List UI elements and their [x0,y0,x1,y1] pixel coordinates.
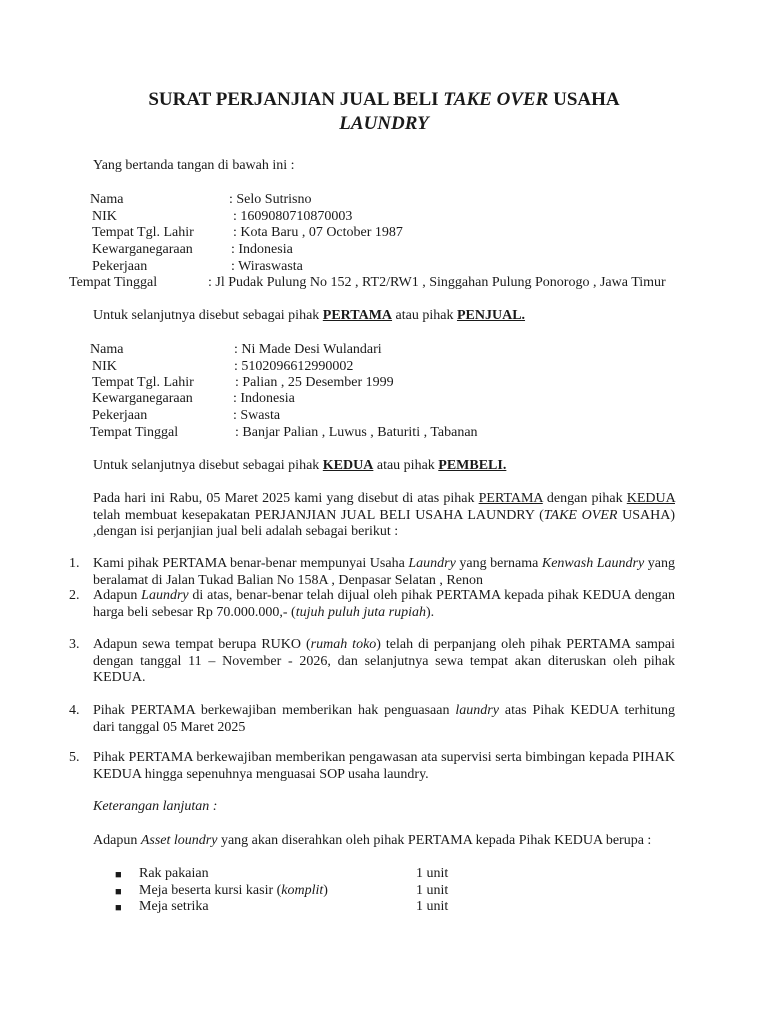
bullet-icon: ■ [115,886,122,898]
document-title [0,88,768,111]
list-item: Adapun sewa tempat berupa RUKO (rumah toko) telah di perpanjang oleh pihak PERTAMA sampai dengan tanggal 11 – November - 2026, dan selanjutnya sewa tempat akan diteruskan oleh pihak KEDUA. [93,637,675,685]
bullet-icon: ■ [115,902,122,914]
list-number: 1. [69,556,80,571]
field-label: Nama [90,342,124,357]
field-value: : 5102096612990002 [234,359,354,374]
asset-name: Meja beserta kursi kasir (komplit) [139,883,328,898]
ref-kedua: KEDUA [626,491,675,506]
asset-qty: 1 unit [416,899,449,914]
asset-name: Rak pakaian [139,866,209,881]
title-text-laundry: LAUNDRY [339,113,429,134]
field-label: Tempat Tinggal [69,275,158,290]
field-label: Pekerjaan [92,408,148,423]
party-penjual: PENJUAL. [456,308,526,323]
document-title-line2 [0,112,768,135]
field-label: NIK [92,359,117,374]
field-label: Kewarganegaraan [92,391,193,406]
field-value: : Kota Baru , 07 October 1987 [233,225,403,240]
pihak-kedua-designation: Untuk selanjutnya disebut sebagai pihak KEDUA atau pihak PEMBELI. [93,458,507,473]
field-label: Nama [90,192,124,207]
field-value: : Ni Made Desi Wulandari [234,342,382,357]
field-label: Tempat Tgl. Lahir [92,375,194,390]
list-number: 4. [69,703,80,718]
ref-pertama: PERTAMA [478,491,543,506]
party-pembeli: PEMBELI. [438,458,507,473]
intro-text: Yang bertanda tangan di bawah ini : [93,158,295,173]
list-item: Pihak PERTAMA berkewajiban memberikan hak penguasaan laundry atas Pihak KEDUA terhitung dari tanggal 05 Maret 2025 [93,703,675,735]
field-value: : Palian , 25 Desember 1999 [235,375,394,390]
title-text-1: SURAT PERJANJIAN JUAL BELI [148,89,444,110]
list-number: 2. [69,588,80,603]
field-value: : Wiraswasta [231,259,303,274]
bullet-icon: ■ [115,869,122,881]
field-label: Tempat Tinggal [90,425,179,440]
pihak-pertama-designation: Untuk selanjutnya disebut sebagai pihak PERTAMA atau pihak PENJUAL. [93,308,526,323]
list-item: Adapun Laundry di atas, benar-benar telah dijual oleh pihak PERTAMA kepada pihak KEDUA dengan harga beli sebesar Rp 70.000.000,- (tujuh puluh juta rupiah). [93,588,676,620]
field-label: NIK [92,209,117,224]
keterangan-heading: Keterangan lanjutan : [93,799,218,814]
field-label: Tempat Tgl. Lahir [92,225,194,240]
asset-qty: 1 unit [416,883,449,898]
list-item: Pihak PERTAMA berkewajiban memberikan pengawasan ata supervisi serta bimbingan kepada PIHAK KEDUA hingga sepenuhnya menguasai SOP usaha laundry. [93,750,675,782]
asset-qty: 1 unit [416,866,449,881]
agreement-paragraph: Pada hari ini Rabu, 05 Maret 2025 kami yang disebut di atas pihak PERTAMA dengan pihak KEDUA telah membuat kesepakatan PERJANJIAN JUAL BELI USAHA LAUNDRY (TAKE OVER USAHA) ,dengan isi perjanjian jual beli adalah sebagai berikut : [93,491,675,539]
field-value: : Selo Sutrisno [229,192,312,207]
field-label: Kewarganegaraan [92,242,193,257]
asset-intro: Adapun Asset loundry yang akan diserahkan oleh pihak PERTAMA kepada Pihak KEDUA berupa : [93,833,652,848]
field-value: : Indonesia [233,391,295,406]
asset-name: Meja setrika [139,899,209,914]
field-value: : Indonesia [231,242,293,257]
field-value: : Banjar Palian , Luwus , Baturiti , Tabanan [235,425,478,440]
list-number: 3. [69,637,80,652]
title-text-italic: TAKE OVER [443,89,549,110]
list-item: Kami pihak PERTAMA benar-benar mempunyai Usaha Laundry yang bernama Kenwash Laundry yang beralamat di Jalan Tukad Balian No 158A , Denpasar Selatan , Renon [93,556,675,588]
field-value: : 1609080710870003 [233,209,353,224]
role-kedua: KEDUA [322,458,374,473]
list-number: 5. [69,750,80,765]
role-pertama: PERTAMA [322,308,393,323]
title-text-2: USAHA [548,89,620,110]
field-value: : Swasta [233,408,281,423]
field-value: : Jl Pudak Pulung No 152 , RT2/RW1 , Singgahan Pulung Ponorogo , Jawa Timur [208,275,666,290]
field-label: Pekerjaan [92,259,148,274]
